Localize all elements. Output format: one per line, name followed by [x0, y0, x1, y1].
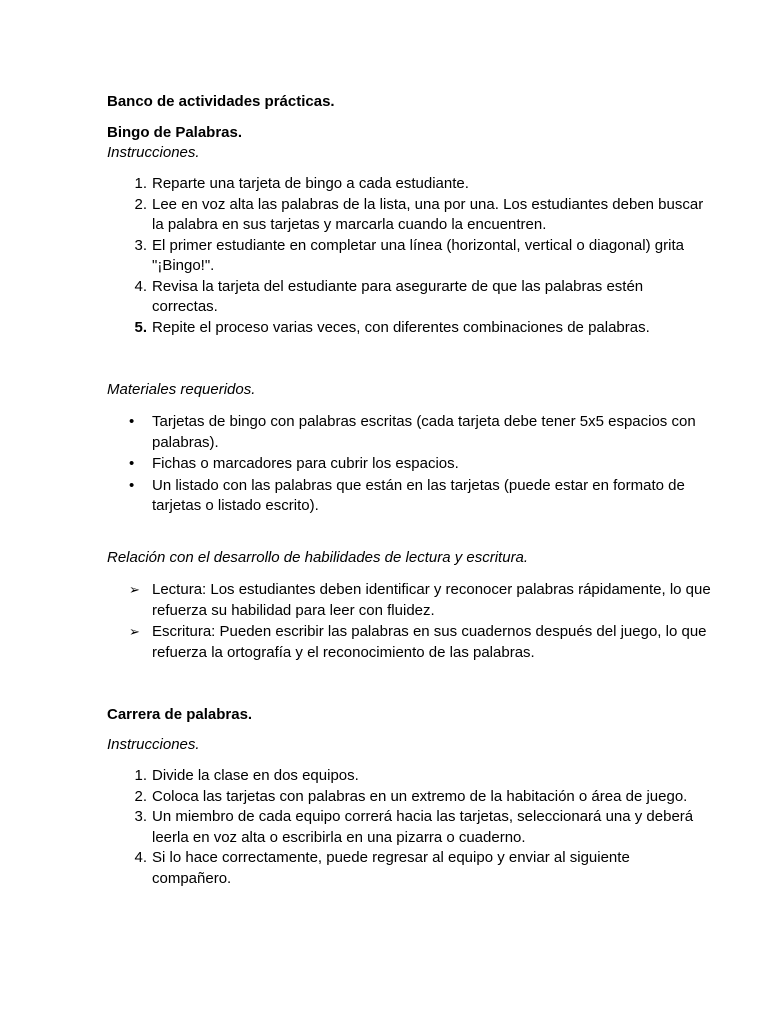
list-item [107, 454, 712, 475]
list-item-text: Fichas o marcadores para cubrir los espacios. [152, 455, 459, 472]
list-item-text: Un miembro de cada equipo correrá hacia las tarjetas, seleccionará una y deberá leerla en voz alta o escribirla en una pizarra o cuaderno. [152, 808, 694, 846]
list-item-text: Revisa la tarjeta del estudiante para asegurarte de que las palabras estén correctas. [152, 277, 644, 315]
carrera-steps-list [107, 766, 712, 889]
list-item-text: Un listado con las palabras que están en las tarjetas (puede estar en formato de tarjetas o listado escrito). [152, 476, 685, 514]
list-number: 4. [134, 849, 147, 866]
list-item [107, 580, 712, 621]
list-item-text: Lectura: Los estudiantes deben identificar y reconocer palabras rápidamente, lo que refuerza su habilidad para leer con fluidez. [152, 581, 711, 619]
carrera-instructions-label: Instrucciones. [107, 736, 200, 753]
list-item-text: El primer estudiante en completar una línea (horizontal, vertical o diagonal) grita "¡Bingo!". [152, 236, 684, 274]
list-item-text: Divide la clase en dos equipos. [152, 767, 359, 784]
list-item-text: Escritura: Pueden escribir las palabras en sus cuadernos después del juego, lo que refuerza la ortografía y el reconocimiento de las palabras. [152, 623, 707, 661]
list-number: 1. [134, 767, 147, 784]
list-number: 5. [134, 318, 147, 336]
list-item [107, 766, 712, 787]
list-number: 3. [134, 236, 147, 254]
list-item [107, 622, 712, 663]
list-item [107, 174, 712, 195]
carrera-heading: Carrera de palabras. [107, 706, 253, 723]
relation-label: Relación con el desarrollo de habilidades de lectura y escritura. [107, 549, 529, 566]
list-item-text: Si lo hace correctamente, puede regresar al equipo y enviar al siguiente compañero. [152, 849, 630, 887]
relation-list [107, 580, 712, 663]
list-item-text: Lee en voz alta las palabras de la lista, una por una. Los estudiantes deben buscar la palabra en sus tarjetas y marcarla cuando la encuentren. [152, 195, 704, 233]
arrow-bullet-icon: ➢ [129, 582, 140, 597]
list-item-text: Coloca las tarjetas con palabras en un extremo de la habitación o área de juego. [152, 787, 688, 805]
bingo-steps-list [107, 174, 712, 338]
list-item [107, 195, 712, 236]
list-item [107, 412, 712, 453]
arrow-bullet-icon: ➢ [129, 624, 140, 639]
list-item-text: Repite el proceso varias veces, con diferentes combinaciones de palabras. [152, 318, 650, 336]
list-item [107, 476, 712, 517]
bullet-icon: • [129, 476, 135, 494]
list-item-text: Tarjetas de bingo con palabras escritas (cada tarjeta debe tener 5x5 espacios con palabras). [152, 413, 696, 451]
list-item [107, 318, 712, 339]
bullet-icon: • [129, 455, 135, 472]
list-item-text: Reparte una tarjeta de bingo a cada estudiante. [152, 175, 469, 192]
list-item [107, 236, 712, 277]
list-number: 2. [134, 195, 147, 213]
list-number: 2. [134, 787, 147, 805]
bingo-instructions-label: Instrucciones. [107, 144, 200, 161]
list-number: 1. [134, 175, 147, 192]
bingo-heading: Bingo de Palabras. [107, 124, 243, 141]
materials-label: Materiales requeridos. [107, 381, 256, 398]
list-item [107, 848, 712, 889]
list-number: 3. [134, 808, 147, 825]
list-number: 4. [134, 277, 147, 295]
materials-list [107, 412, 712, 517]
list-item [107, 807, 712, 848]
document-title: Banco de actividades prácticas. [107, 93, 335, 110]
list-item [107, 787, 712, 808]
list-item [107, 277, 712, 318]
bullet-icon: • [129, 413, 135, 430]
